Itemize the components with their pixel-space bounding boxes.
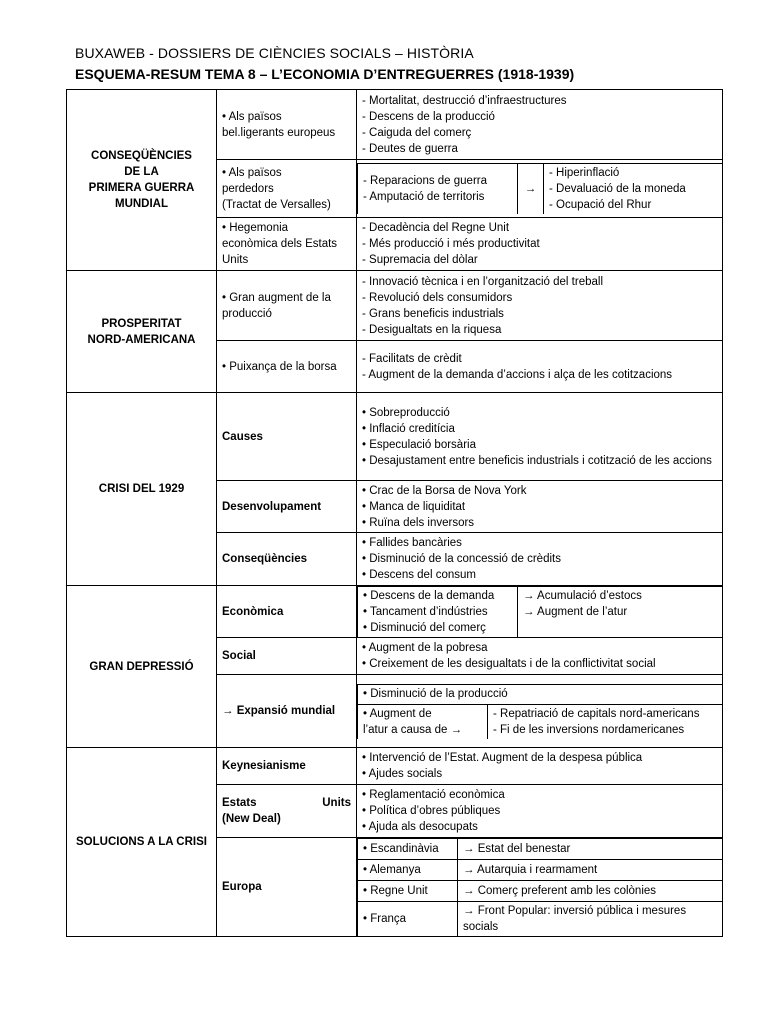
list-item: • Augment de	[363, 707, 432, 720]
list-item: - Hiperinflació	[549, 167, 620, 179]
causes-cell	[358, 164, 518, 215]
arrow-icon: →	[518, 164, 544, 215]
title-line: CRISI DEL 1929	[98, 483, 185, 495]
row-items	[357, 586, 723, 638]
label-line: • Hegemonia	[222, 222, 289, 234]
list-item: • Ajuda als desocupats	[362, 821, 478, 833]
list-item: • Intervenció de l’Estat. Augment de la despesa pública	[362, 752, 643, 764]
title-line: PROSPERITAT	[101, 317, 182, 330]
row-label: Keynesianisme	[217, 748, 357, 785]
label-word: Units	[322, 797, 351, 809]
row-label	[217, 785, 357, 838]
country-cell: • Escandinàvia	[358, 839, 458, 860]
row-label	[217, 271, 357, 341]
list-item: • Disminució de la concessió de crèdits	[362, 553, 561, 565]
list-item: - Facilitats de crèdit	[362, 352, 462, 365]
europe-table	[357, 838, 722, 936]
label-line: • Gran augment de la	[222, 291, 331, 304]
country-cell: • França	[358, 902, 458, 937]
row-label: Econòmica	[217, 586, 357, 638]
list-item: • Manca de liquiditat	[362, 500, 466, 513]
row-label: Conseqüències	[217, 533, 357, 586]
label-line: (New Deal)	[222, 813, 281, 825]
row-items	[357, 675, 723, 748]
list-item: - Més producció i més productivitat	[362, 238, 540, 250]
result-cell: → Estat del benestar	[458, 839, 723, 860]
label-line: • Puixança de la borsa	[222, 360, 337, 373]
result-cell: → Autarquia i rearmament	[458, 860, 723, 881]
list-item: l’atur a causa de →	[363, 723, 463, 736]
list-item: • Disminució del comerç	[363, 622, 486, 634]
row-items	[357, 638, 723, 675]
label-line	[222, 795, 351, 811]
title-line: MUNDIAL	[114, 198, 169, 210]
label-word: Estats	[222, 797, 257, 809]
row-items	[357, 393, 723, 481]
row-label	[217, 218, 357, 271]
list-item: • Tancament d’indústries	[363, 606, 488, 618]
list-item: - Revolució dels consumidors	[362, 291, 513, 304]
list-item: • Reglamentació econòmica	[362, 789, 505, 801]
causes-cell	[358, 704, 488, 739]
cause-effect-table	[357, 586, 722, 637]
title-line: DE LA	[124, 166, 159, 178]
effects-cell	[488, 704, 723, 739]
row-items	[357, 838, 723, 937]
list-item: - Caiguda del comerç	[362, 126, 472, 139]
list-item: - Descens de la producció	[362, 110, 495, 123]
row-items	[357, 341, 723, 393]
effects-cell	[544, 164, 723, 215]
list-item: - Augment de la demanda d’accions i alça de les cotitzacions	[362, 368, 673, 381]
list-item: • Inflació creditícia	[362, 422, 455, 435]
section-title-prosperitat	[67, 271, 217, 393]
section-title-depressio	[67, 586, 217, 748]
list-item: • Descens del consum	[362, 569, 476, 581]
effects-cell	[518, 587, 723, 638]
list-item: - Deutes de guerra	[362, 142, 458, 155]
country-cell: • Alemanya	[358, 860, 458, 881]
list-item: - Grans beneficis industrials	[362, 307, 504, 320]
row-items	[357, 748, 723, 785]
row-label: Causes	[217, 393, 357, 481]
cause-effect-table	[357, 684, 722, 739]
list-item: • Fallides bancàries	[362, 537, 462, 549]
title-line: PRIMERA GUERRA	[88, 182, 195, 194]
list-item: • Desajustament entre beneficis industrials i cotització de les accions	[362, 454, 712, 467]
cause-effect-table	[357, 163, 722, 214]
list-item: - Desigualtats en la riquesa	[362, 323, 502, 336]
row-label	[217, 341, 357, 393]
list-item: • Ajudes socials	[362, 768, 443, 780]
title-line: CONSEQÜÈNCIES	[91, 150, 192, 162]
title-line: NORD-AMERICANA	[87, 333, 196, 346]
row-label: → Expansió mundial	[217, 675, 357, 748]
result-cell: → Comerç preferent amb les colònies	[458, 881, 723, 902]
summary-table	[66, 89, 723, 937]
list-item: • Augment de la pobresa	[362, 642, 488, 654]
section-title-crisi	[67, 393, 217, 586]
row-items	[357, 90, 723, 160]
section-title-consequencies	[67, 90, 217, 271]
row-label	[217, 160, 357, 218]
list-item: - Amputació de territoris	[363, 191, 485, 203]
row-items	[357, 481, 723, 533]
list-item: - Fi de les inversions nordamericanes	[493, 723, 685, 736]
list-item: • Creixement de les desigualtats i de la conflictivitat social	[362, 658, 656, 670]
row-label: Europa	[217, 838, 357, 937]
list-item: - Decadència del Regne Unit	[362, 222, 510, 234]
label-line: producció	[222, 307, 272, 320]
label-line: • Als països	[222, 110, 282, 123]
row-label: Desenvolupament	[217, 481, 357, 533]
list-item: - Reparacions de guerra	[363, 175, 488, 187]
document-title: ESQUEMA-RESUM TEMA 8 – L’ECONOMIA D’ENTREGUERRES (1918-1939)	[75, 66, 575, 82]
title-line: GRAN DEPRESSIÓ	[89, 660, 194, 673]
list-item: - Mortalitat, destrucció d’infraestructures	[362, 94, 567, 107]
label-line: econòmica dels Estats	[222, 238, 338, 250]
list-item: • Especulació borsària	[362, 438, 476, 451]
row-items	[357, 533, 723, 586]
list-item: - Ocupació del Rhur	[549, 199, 652, 211]
list-item: - Innovació tècnica i en l’organització del treball	[362, 275, 603, 288]
row-items	[357, 218, 723, 271]
list-item: - Devaluació de la moneda	[549, 183, 686, 195]
list-item: → Augment de l’atur	[523, 606, 628, 618]
list-item: • Crac de la Borsa de Nova York	[362, 484, 527, 497]
list-item: - Repatriació de capitals nord-americans	[493, 707, 700, 720]
label-line: Units	[222, 254, 249, 266]
result-cell: → Front Popular: inversió pública i mesures socials	[458, 902, 723, 937]
label-line: perdedors	[222, 182, 274, 195]
row-label: Social	[217, 638, 357, 675]
label-line: (Tractat de Versalles)	[222, 198, 331, 211]
document-header: BUXAWEB - DOSSIERS DE CIÈNCIES SOCIALS – HISTÒRIA	[75, 45, 474, 61]
country-cell: • Regne Unit	[358, 881, 458, 902]
causes-cell	[358, 587, 518, 638]
label-line: bel.ligerants europeus	[222, 126, 336, 139]
title-line: SOLUCIONS A LA CRISI	[76, 836, 207, 848]
list-item: - Supremacia del dòlar	[362, 254, 478, 266]
list-item: • Política d’obres públiques	[362, 805, 501, 817]
list-item: • Ruïna dels inversors	[362, 516, 475, 529]
list-item: • Descens de la demanda	[363, 590, 495, 602]
row-items	[357, 160, 723, 218]
row-label	[217, 90, 357, 160]
label-line: • Als països	[222, 166, 282, 179]
list-item: → Acumulació d’estocs	[523, 590, 642, 602]
section-title-solucions	[67, 748, 217, 937]
list-item: • Sobreproducció	[362, 406, 450, 419]
list-item: • Disminució de la producció	[358, 684, 723, 704]
row-items	[357, 785, 723, 838]
row-items	[357, 271, 723, 341]
